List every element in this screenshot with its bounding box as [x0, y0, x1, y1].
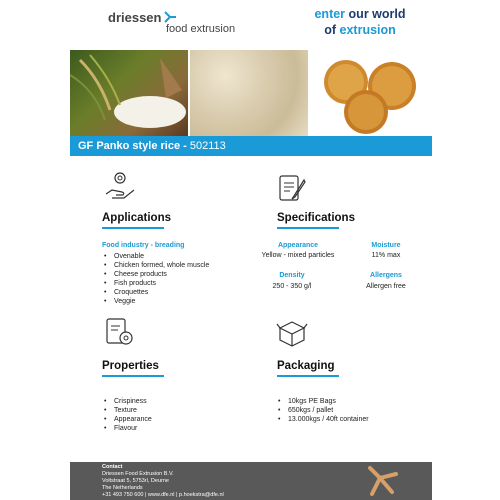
list-item: • Ovenable [104, 252, 209, 261]
properties-underline [102, 375, 164, 377]
appearance-label: Appearance [277, 242, 319, 249]
logo-word-driessen: driessen [108, 10, 162, 25]
allergens-label: Allergens [370, 272, 402, 279]
packaging-list [278, 397, 369, 424]
product-name: GF Panko style rice - [78, 140, 187, 152]
document-gear-icon [104, 316, 136, 348]
specifications-underline [277, 227, 339, 229]
list-item: • Appearance [104, 415, 152, 424]
packaging-title: Packaging [277, 360, 335, 372]
contact-company: Driessen Food Extrusion B.V. [102, 471, 174, 477]
allergens-value: Allergen free [366, 283, 406, 290]
density-value: 250 - 350 g/l [272, 283, 312, 290]
logo-arrow-icon [163, 10, 177, 24]
contact-line: +31 493 750 600 | www.dfe.nl | p.hoekstra@dfe.nl [102, 492, 224, 498]
slogan-our-world: our world [348, 7, 406, 21]
slogan [300, 6, 420, 38]
rice-plant-photo [70, 50, 188, 136]
company-logo [108, 10, 238, 40]
list-item: • Chicken formed, whole muscle [104, 261, 209, 270]
moisture-label: Moisture [371, 242, 401, 249]
packaging-underline [277, 375, 339, 377]
panko-crumbs-photo [190, 50, 308, 136]
list-item: • 13.000kgs / 40ft container [278, 415, 369, 424]
applications-list [104, 252, 209, 306]
clipboard-pen-icon [276, 172, 308, 204]
properties-title: Properties [102, 360, 159, 372]
footer [70, 462, 432, 500]
moisture-value: 11% max [371, 252, 401, 259]
density-label: Density [279, 272, 305, 279]
list-item: • Veggie [104, 297, 209, 306]
product-code: 502113 [189, 140, 226, 152]
logo-word-food-extrusion: food extrusion [166, 23, 236, 35]
product-photos [70, 50, 432, 136]
hand-gear-icon [104, 170, 136, 202]
specifications-title: Specifications [277, 212, 355, 224]
list-item: • 650kgs / pallet [278, 406, 369, 415]
list-item: • 10kgs PE Bags [278, 397, 369, 406]
product-title-bar [70, 136, 432, 156]
properties-list [104, 397, 152, 433]
slogan-of: of [324, 23, 337, 37]
breaded-nuggets-photo [310, 50, 432, 136]
appearance-value: Yellow - mixed particles [261, 252, 335, 259]
applications-underline [102, 227, 164, 229]
applications-title: Applications [102, 212, 172, 224]
list-item: • Texture [104, 406, 152, 415]
list-item: • Croquettes [104, 288, 209, 297]
contact-heading: Contact [102, 464, 123, 470]
contact-block [102, 464, 224, 499]
applications-subtitle: Food industry - breading [102, 242, 185, 249]
list-item: • Cheese products [104, 270, 209, 279]
list-item: • Crispiness [104, 397, 152, 406]
slogan-enter: enter [314, 7, 346, 21]
contact-address: Voltstraat 5, 5753rl, Deurne [102, 478, 169, 484]
list-item: • Flavour [104, 424, 152, 433]
open-box-icon [276, 316, 308, 348]
footer-brand-mark-icon [366, 464, 400, 498]
list-item: • Fish products [104, 279, 209, 288]
contact-country: The Netherlands [102, 485, 143, 491]
header [0, 0, 500, 50]
slogan-extrusion: extrusion [339, 23, 396, 37]
